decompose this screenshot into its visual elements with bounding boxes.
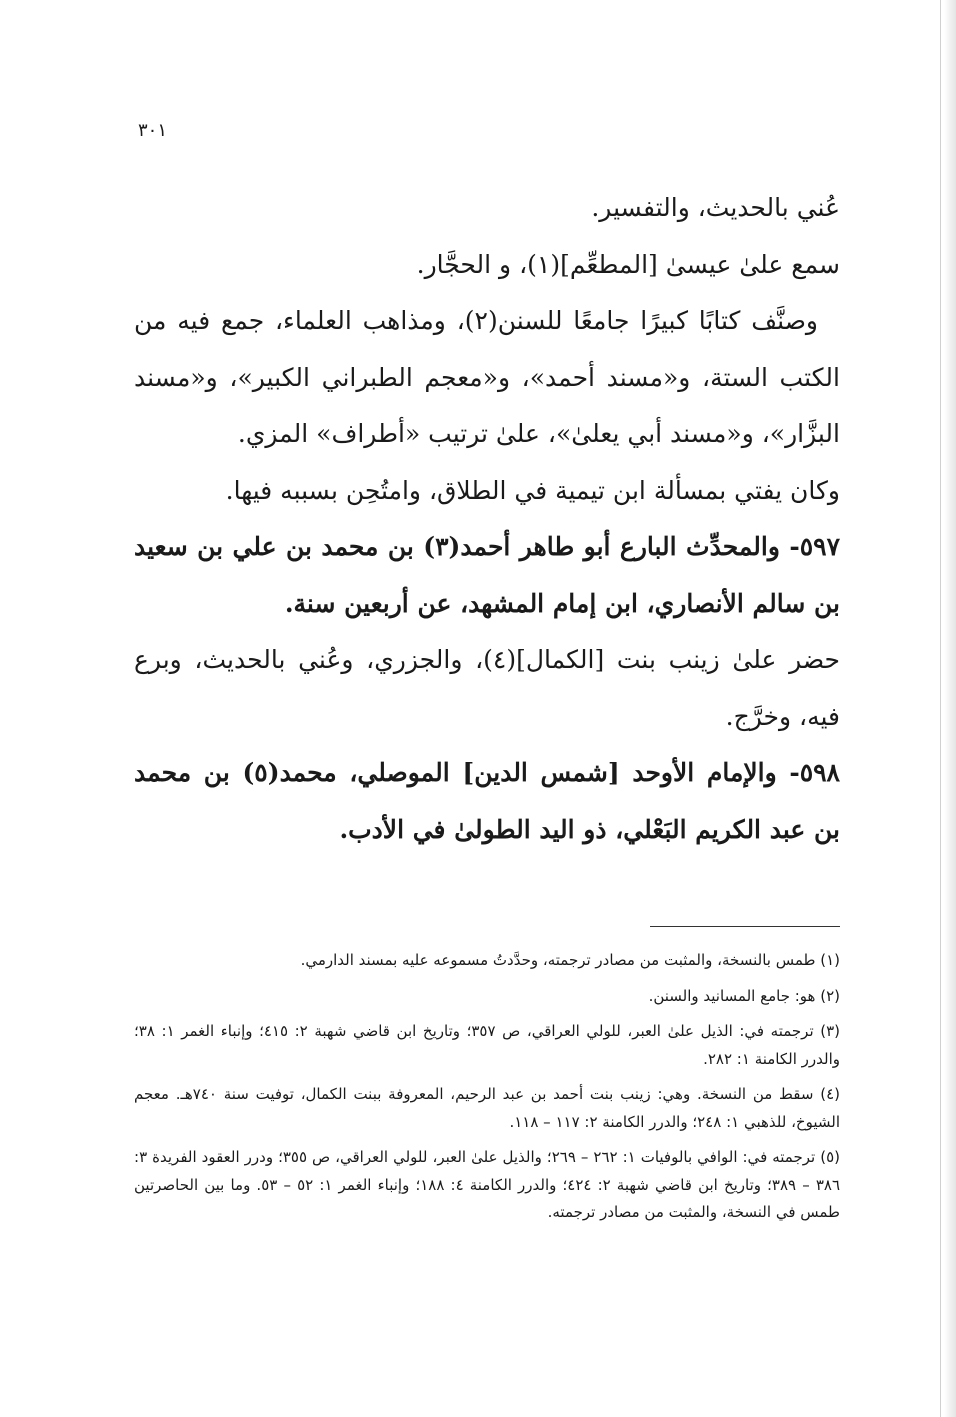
paragraph: حضر علىٰ زينب بنت [الكمال](٤)، والجزري، وعُني بالحديث، وبرع فيه، وخرَّج. [134,645,840,731]
paragraph: سمع علىٰ عيسىٰ [المطعِّم](١)، و الحجَّار. [416,249,840,279]
paragraph: عُني بالحديث، والتفسير. [591,193,840,222]
footnote-separator [650,926,840,927]
entry-heading: ٥٩٨- والإمام الأوحد [شمس الدين] الموصلي، محمد(٥) بن محمد بن عبد الكريم البَعْلي، ذو اليد الطولىٰ في الأدب. [134,758,840,844]
footnote: (٢) هو: جامع المسانيد والسنن. [648,986,840,1005]
page-edge-shade [944,0,956,1417]
footnote: (٤) سقط من النسخة. وهي: زينب بنت أحمد بن عبد الرحيم، المعروفة ببنت الكمال، توفيت سنة ٧٤٠هـ. معجم الشيوخ، للذهبي ١: ٢٤٨؛ والدرر الكامنة ٢: ١١٧ – ١١٨. [134,1085,840,1131]
page-number: ٣٠١ [138,120,168,141]
footnote: (١) طمس بالنسخة، والمثبت من مصادر ترجمته، وحدَّدتُ مسموعه عليه بمسند الدارمي. [300,951,840,969]
footnote: (٣) ترجمته في: الذيل علىٰ العبر، للولي العراقي، ص ٣٥٧؛ وتاريخ ابن قاضي شهبة ٢: ٤١٥؛ وإنباء الغمر ١: ٣٨؛ والدرر الكامنة ١: ٢٨٢. [134,1022,840,1068]
entry-heading: ٥٩٧- والمحدِّث البارع أبو طاهر أحمد(٣) بن محمد بن علي بن سعيد بن سالم الأنصاري، ابن إمام المشهد، عن أربعين سنة. [134,532,841,618]
footnotes [134,947,840,1235]
paragraph: وصنَّف كتابًا كبيرًا جامعًا للسنن(٢)، ومذاهب العلماء، جمع فيه من الكتب الستة، و«مسند أحمد»، و«معجم الطبراني الكبير»، و«مسند البزَّار»، و«مسند أبي يعلىٰ»، علىٰ ترتيب «أطراف» المزي. [134,306,840,448]
main-text [134,180,840,858]
footnote: (٥) ترجمته في: الوافي بالوفيات ١: ٢٦٢ – ٢٦٩؛ والذيل علىٰ العبر، للولي العراقي، ص ٣٥٥؛ ودرر العقود الفريدة ٣: ٣٨٦ – ٣٨٩؛ وتاريخ ابن قاضي شهبة ٢: ٤٢٤؛ والدرر الكامنة ٤: ١٨٨؛ وإنباء الغمر ١: ٥٢ – ٥٣. وما بين الحاصرتين طمس في النسخة، والمثبت من مصادر ترجمته. [134,1148,840,1221]
paragraph: وكان يفتي بمسألة ابن تيمية في الطلاق، وامتُحِن بسببه فيها. [225,475,840,505]
page-edge-line [940,0,941,1417]
